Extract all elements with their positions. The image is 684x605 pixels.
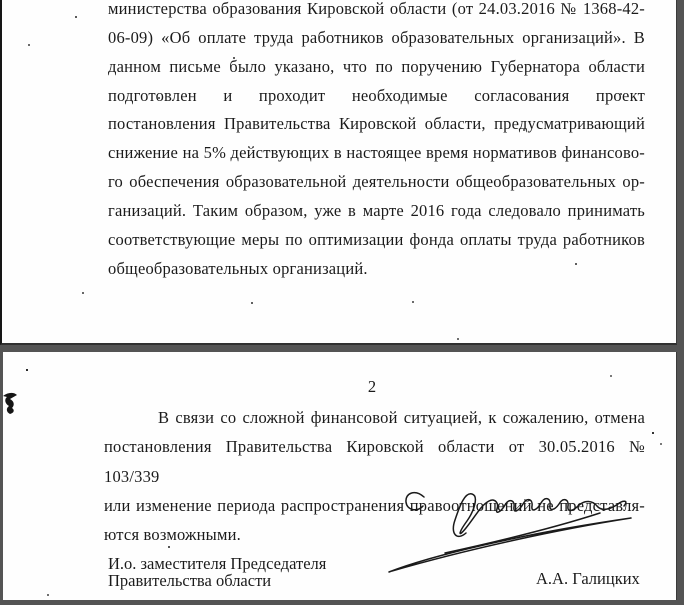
text-line: данном письме было указано, что по поручению Губернатора области xyxy=(108,56,645,76)
text-line: или изменение периода распространения правоотношений не представля- xyxy=(104,495,645,515)
signoff-title-line2: Правительства области xyxy=(108,571,272,590)
signer-name: А.А. Галицких xyxy=(536,569,640,588)
page2-paragraph xyxy=(104,403,645,549)
text-line: общеобразовательных организаций. xyxy=(108,258,368,278)
text-line: го обеспечения образовательной деятельности общеобразовательных ор- xyxy=(108,172,645,192)
text-line: снижение на 5% действующих в настоящее время нормативов финансово- xyxy=(108,143,645,163)
text-line: ются возможными. xyxy=(104,525,241,545)
page1-paragraph xyxy=(108,0,645,283)
signoff-title-line1: И.о. заместителя Председателя xyxy=(108,554,327,573)
scan-noise xyxy=(0,0,2,2)
text-line: 06-09) «Об оплате труда работников образовательных организаций». В xyxy=(108,27,645,47)
text-line: постановления Правительства Кировской области, предусматривающий xyxy=(108,114,645,134)
text-line: подготовлен и проходит необходимые согласования проект xyxy=(108,85,645,105)
page-number: 2 xyxy=(367,377,377,396)
text-line: ганизаций. Таким образом, уже в марте 2016 года следовало принимать xyxy=(108,200,645,220)
text-line: постановления Правительства Кировской области от 30.05.2016 № 103/339 xyxy=(104,437,645,486)
text-line: В связи со сложной финансовой ситуацией, к сожалению, отмена xyxy=(158,408,645,427)
text-line: соответствующие меры по оптимизации фонда оплаты труда работников xyxy=(108,229,645,249)
text-line: министерства образования Кировской области (от 24.03.2016 № 1368-42- xyxy=(108,0,645,18)
